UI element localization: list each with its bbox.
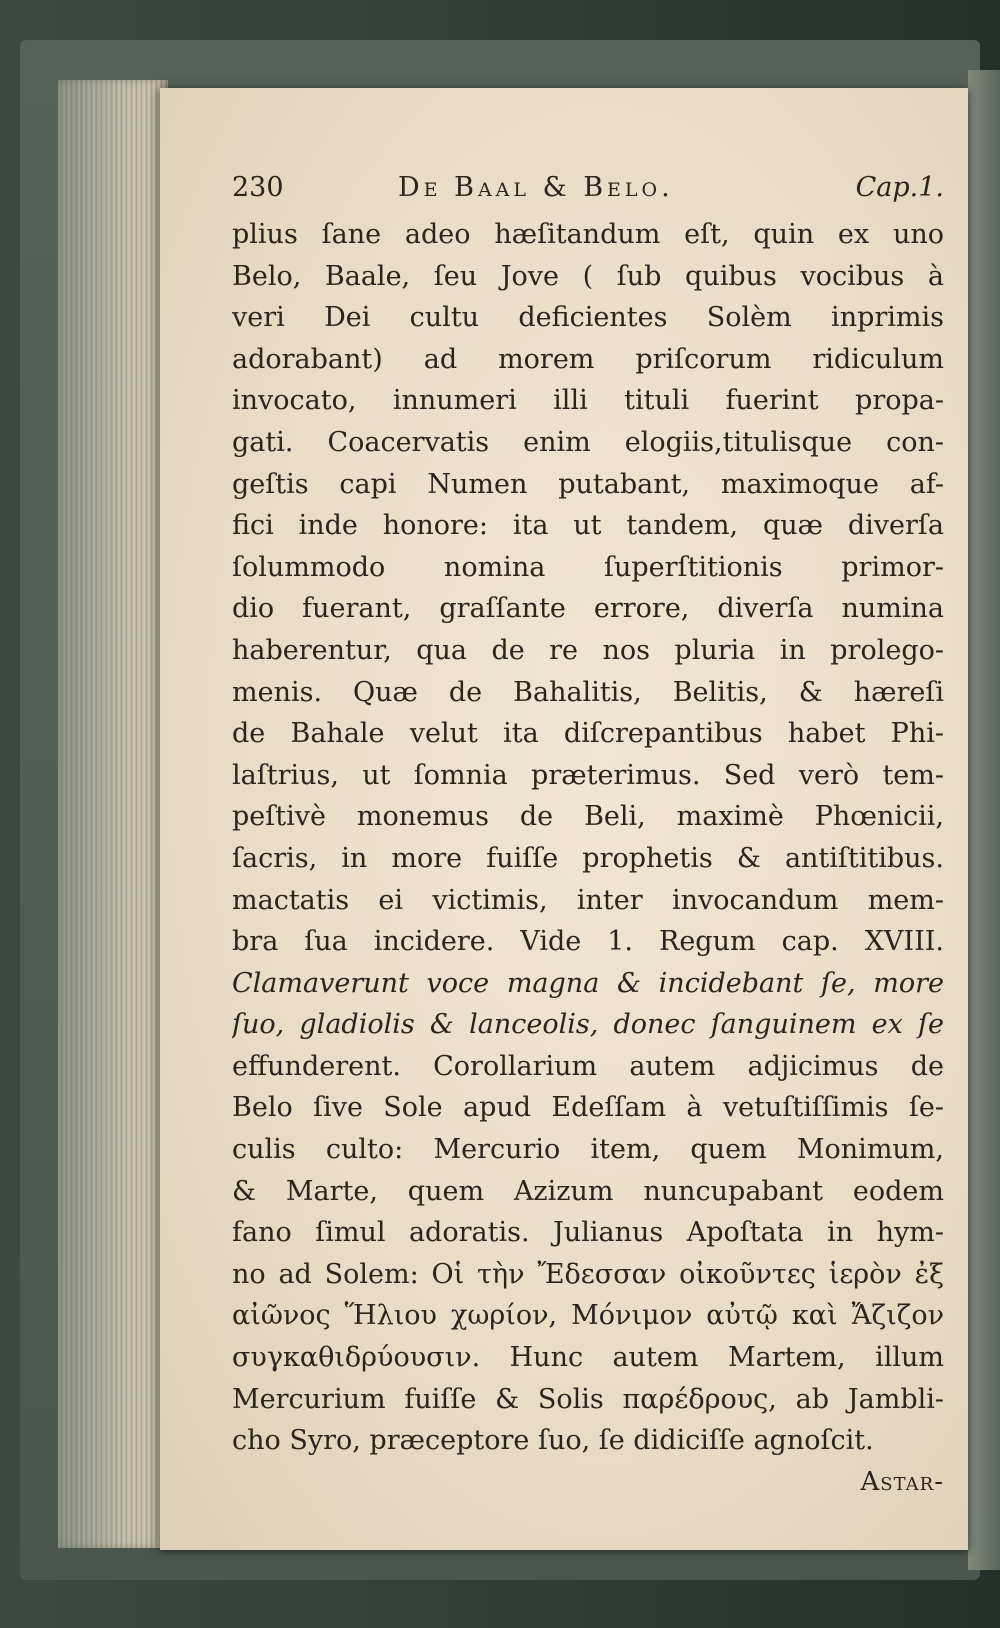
- text-line: & Marte, quem Azizum nuncupabant eodem: [232, 1175, 944, 1207]
- text-line: ſolummodo nomina ſuperſtitionis primor-: [232, 551, 944, 583]
- text-line: laſtrius, ut ſomnia præterimus. Sed verò tem-: [232, 759, 944, 791]
- text-line: gati. Coacervatis enim elogiis,titulisque con-: [232, 426, 944, 458]
- text-line: de Bahale velut ita diſcrepantibus habet Phi-: [232, 718, 944, 750]
- text-line: peſtivè monemus de Beli, maximè Phœnicii,: [232, 801, 944, 833]
- text-line: Belo ſive Sole apud Edeſſam à vetuſtiſſimis ſe-: [232, 1092, 944, 1124]
- text-line: mactatis ei victimis, inter invocandum mem-: [232, 884, 944, 916]
- text-line: ſacris, in more fuiſſe prophetis & antiſtitibus.: [232, 842, 944, 874]
- text-line: Mercurium fuiſſe & Solis παρέδρους, ab Jambli-: [232, 1383, 944, 1415]
- text-line: veri Dei cultu deficientes Solèm inprimis: [232, 302, 944, 334]
- text-line: invocato, innumeri illi tituli fuerint propa-: [232, 385, 944, 417]
- book-edge-right: [968, 70, 1000, 1570]
- text-line: plius ſane adeo hæſitandum eſt, quin ex uno: [232, 219, 944, 250]
- running-title: De Baal & Belo.: [398, 172, 674, 203]
- text-line: cho Syro, præceptore ſuo, ſe didiciſſe agnoſcit.: [232, 1425, 874, 1457]
- text-line: dio fuerant, graſſante errore, diverſa numina: [232, 593, 944, 625]
- text-line-greek: αἰῶνος Ἥλιου χωρίον, Μόνιμον αὐτῷ καὶ Ἄζιζον: [232, 1300, 944, 1332]
- text-line: fici inde honore: ita ut tandem, quæ diverſa: [232, 510, 944, 542]
- text-line: bra ſua incidere. Vide 1. Regum cap. XVIII.: [232, 926, 944, 958]
- catchword: Astar-: [860, 1466, 944, 1497]
- running-header: [232, 168, 944, 214]
- text-line: fano ſimul adoratis. Julianus Apoſtata in hym-: [232, 1217, 944, 1249]
- chapter-reference: Cap.1.: [855, 172, 944, 203]
- page-text: [232, 168, 944, 1503]
- text-line: Belo, Baale, ſeu Jove ( ſub quibus vocibus à: [232, 260, 944, 292]
- text-line: effunderent. Corollarium autem adjicimus de: [232, 1050, 944, 1082]
- text-line: geſtis capi Numen putabant, maximoque af-: [232, 468, 944, 500]
- text-line: no ad Solem: Οἱ τὴν Ἔδεσσαν οἰκοῦντες ἱερὸν ἐξ: [232, 1258, 944, 1290]
- text-line: συγκαθιδρύουσιν. Hunc autem Martem, illum: [232, 1342, 944, 1374]
- text-line-italic: ſuo, gladiolis & lanceolis, donec ſanguinem ex ſe: [232, 1009, 944, 1041]
- text-line: menis. Quæ de Bahalitis, Belitis, & hæreſi: [232, 676, 944, 708]
- page-edges-shade: [58, 80, 168, 1548]
- page-number: 230: [232, 172, 284, 203]
- text-line: adorabant) ad morem priſcorum ridiculum: [232, 343, 944, 375]
- text-line: haberentur, qua de re nos pluria in prolego-: [232, 634, 944, 666]
- text-line: culis culto: Mercurio item, quem Monimum,: [232, 1134, 944, 1166]
- text-line-italic: Clamaverunt voce magna & incidebant ſe, more: [232, 967, 944, 999]
